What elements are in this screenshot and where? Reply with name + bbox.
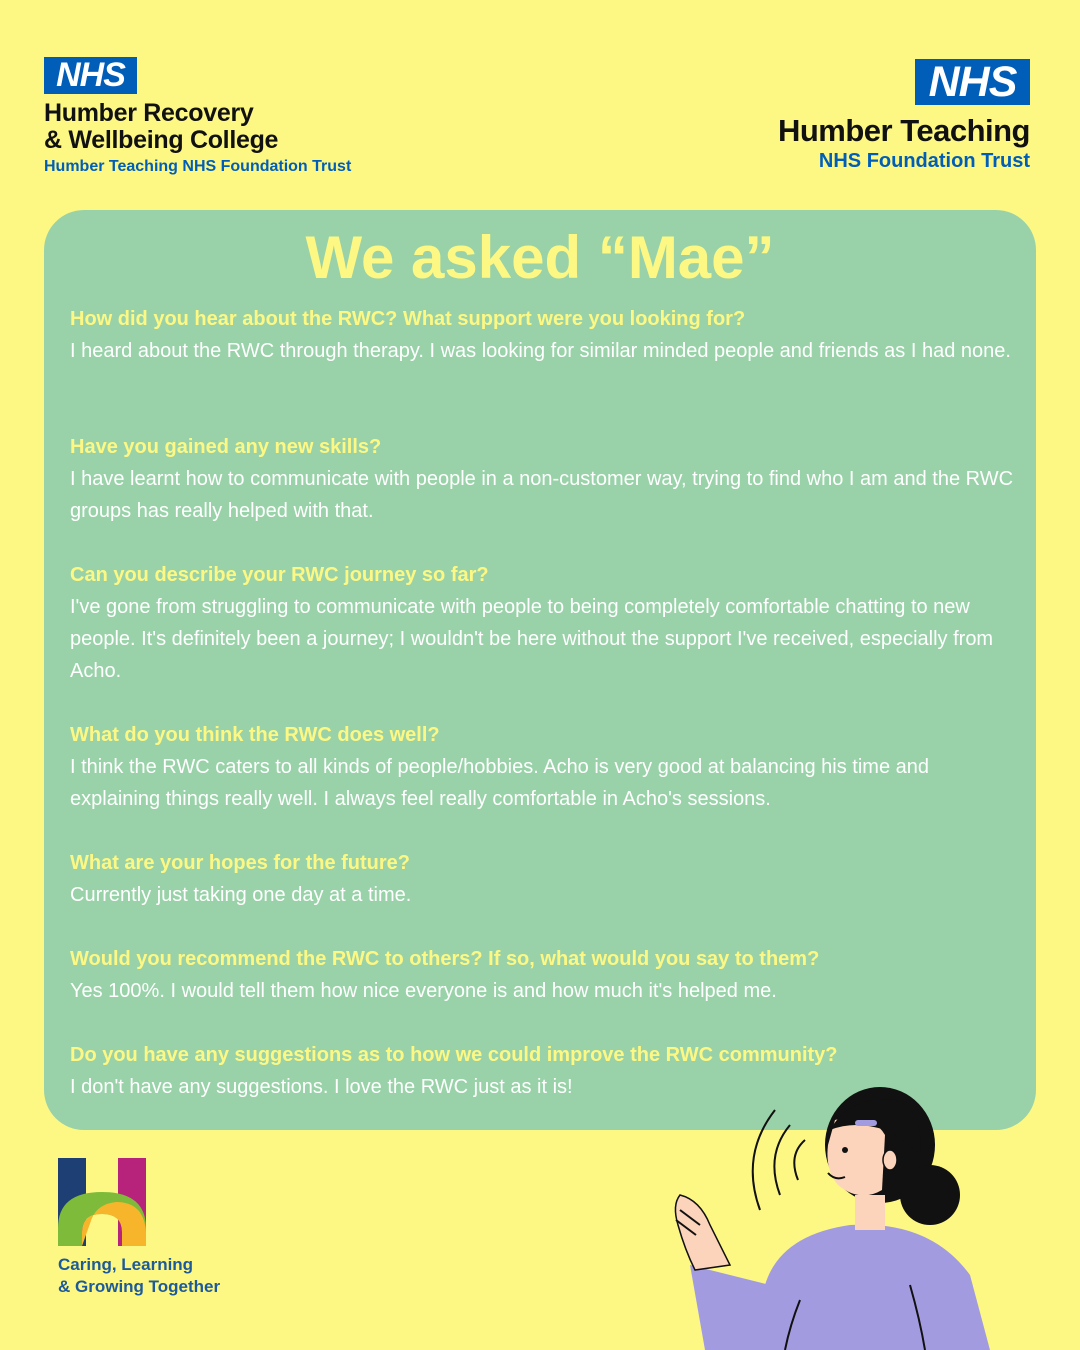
qa-item: [70, 719, 1020, 815]
question: Do you have any suggestions as to how we could improve the RWC community?: [70, 1044, 838, 1066]
answer: I have learnt how to communicate with people in a non-customer way, trying to find who I am and the RWC groups has really helped with that.: [70, 468, 1014, 522]
tagline-line2: & Growing Together: [58, 1277, 221, 1296]
answer: I heard about the RWC through therapy. I was looking for similar minded people and friends as I had none.: [70, 340, 1011, 362]
qa-item: [70, 559, 1020, 687]
question: How did you hear about the RWC? What support were you looking for?: [70, 308, 746, 330]
qa-item: [70, 943, 1020, 1007]
qa-item: [70, 431, 1020, 527]
nhs-logo-right: NHS: [915, 59, 1030, 105]
page-title: We asked “Mae”: [305, 224, 775, 291]
qa-item: [70, 847, 1020, 911]
org-trust-name: Humber Teaching NHS Foundation Trust: [44, 158, 352, 175]
tagline: [58, 1254, 220, 1298]
nhs-logo-left: NHS: [44, 57, 137, 94]
humber-teaching-logo: [778, 113, 1030, 173]
humber-recovery-college-logo: [44, 100, 351, 176]
answer: Currently just taking one day at a time.: [70, 884, 412, 906]
trust-name-line1: Humber Teaching: [777, 113, 1030, 148]
tagline-line1: Caring, Learning: [58, 1255, 194, 1274]
trust-name-line2: NHS Foundation Trust: [818, 150, 1030, 172]
answer: I don't have any suggestions. I love the RWC just as it is!: [70, 1076, 573, 1098]
org-name-line1: Humber Recovery: [44, 99, 254, 127]
humber-h-logo-icon: [58, 1158, 148, 1248]
question: Would you recommend the RWC to others? If so, what would you say to them?: [70, 948, 820, 970]
qa-item: [70, 303, 1020, 367]
org-name-line2: & Wellbeing College: [44, 126, 279, 154]
answer: I think the RWC caters to all kinds of people/hobbies. Acho is very good at balancing his time and explaining things really well. I always feel really comfortable in Acho's sessions.: [70, 756, 930, 810]
question: What are your hopes for the future?: [70, 852, 411, 874]
answer: Yes 100%. I would tell them how nice everyone is and how much it's helped me.: [70, 980, 777, 1002]
question: What do you think the RWC does well?: [70, 724, 440, 746]
question: Have you gained any new skills?: [70, 436, 382, 458]
question: Can you describe your RWC journey so far?: [70, 564, 489, 586]
answer: I've gone from struggling to communicate with people to being completely comfortable chatting to new people. It's definitely been a journey; I wouldn't be here without the support I've received, especially from Acho.: [70, 596, 994, 682]
woman-speaking-illustration-icon: [650, 1085, 1010, 1350]
